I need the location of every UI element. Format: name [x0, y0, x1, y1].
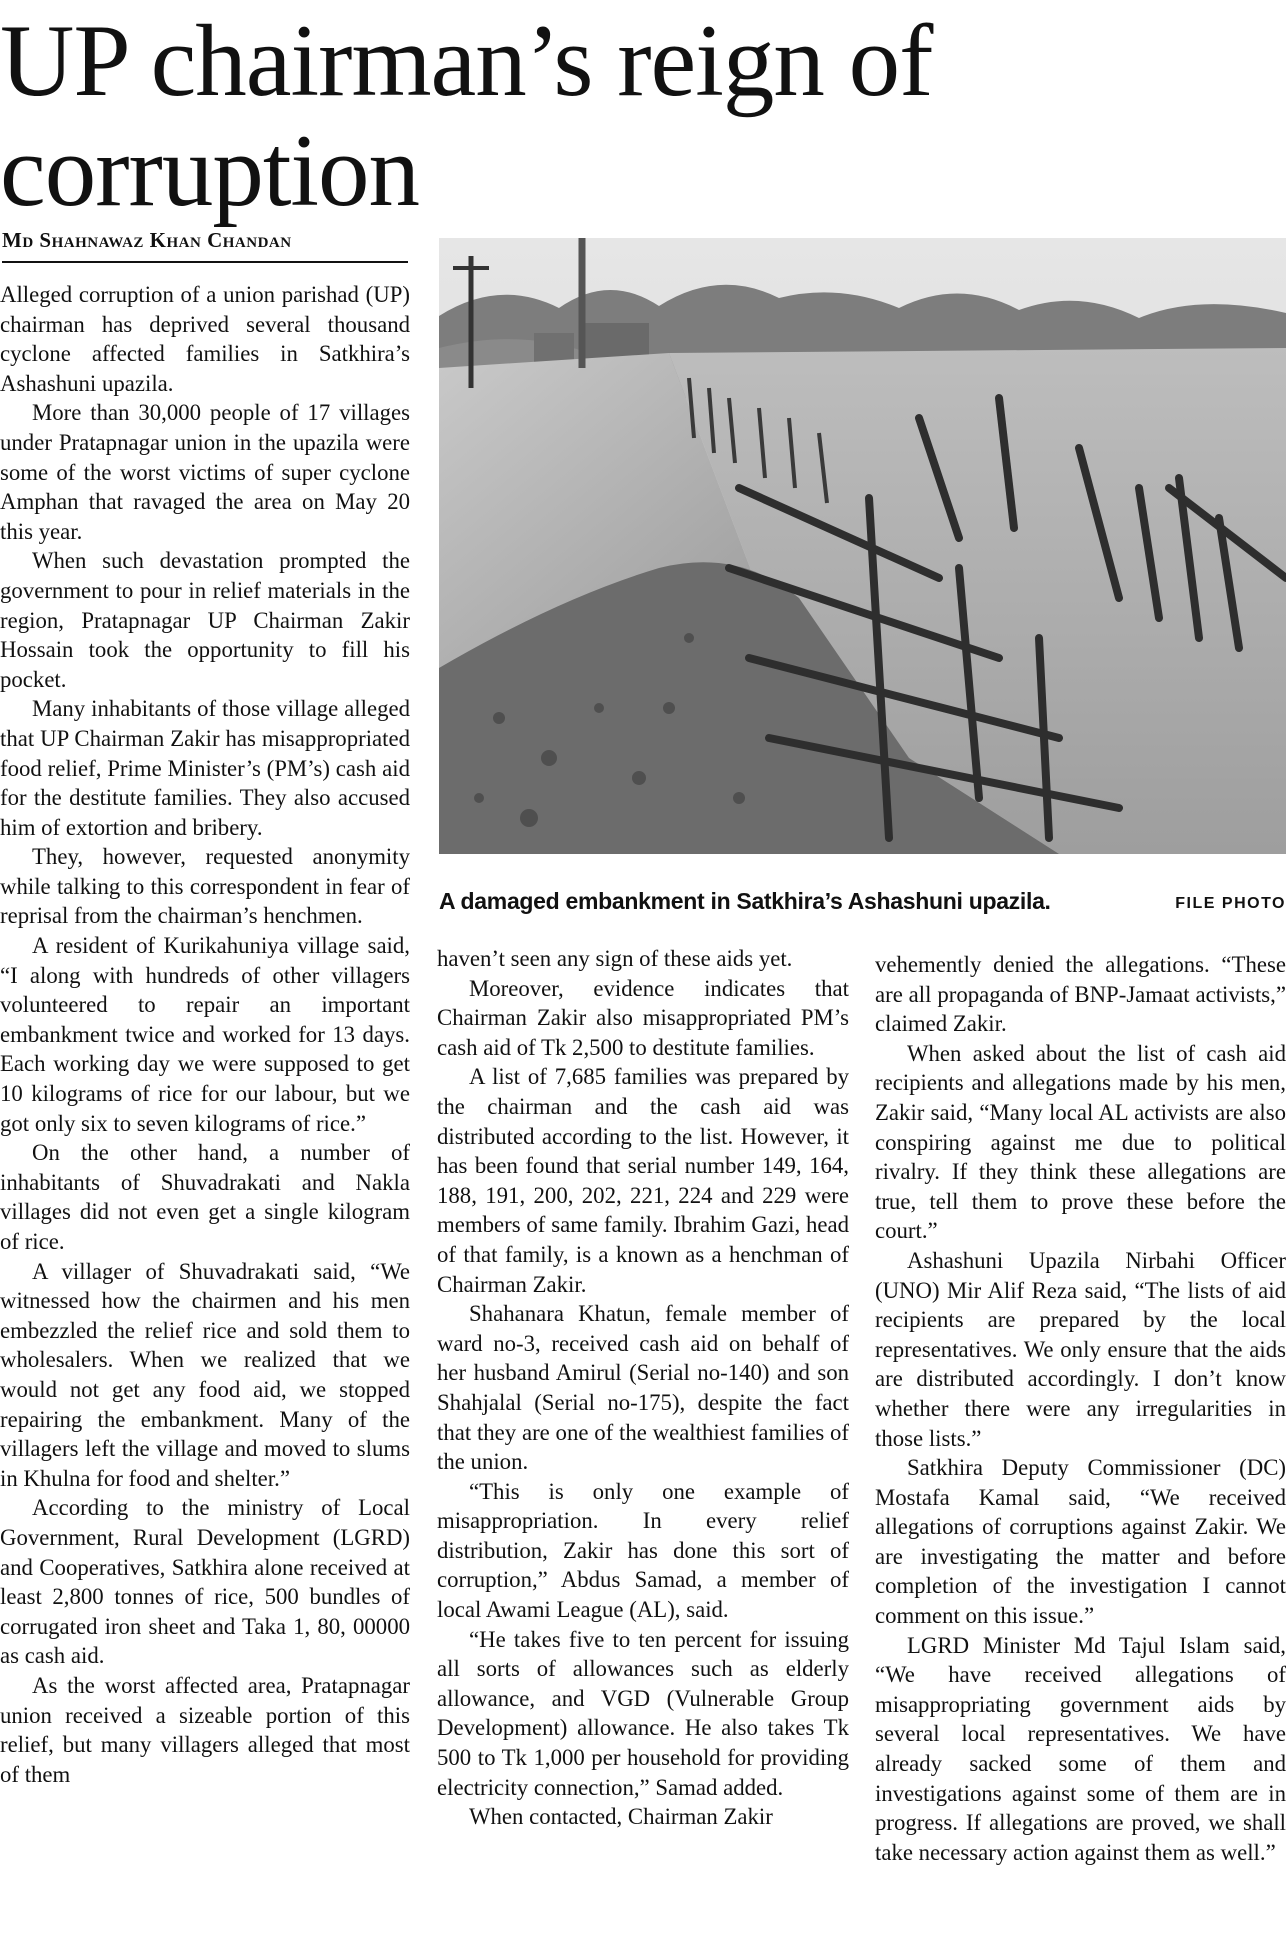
paragraph: vehemently denied the allegations. “These are all propaganda of BNP-Jamaat activists,” claimed Zakir.	[875, 952, 1286, 1037]
paragraph: They, however, requested anonymity while talking to this correspondent in fear of reprisal from the chairman’s henchmen.	[0, 844, 410, 929]
photo-credit: FILE PHOTO	[1175, 895, 1286, 912]
paragraph: Shahanara Khatun, female member of ward no-3, received cash aid on behalf of her husband Amirul (Serial no-140) and son Shahjalal (Serial no-175), despite the fact that they are one of the wealthiest families of the union.	[437, 1301, 849, 1475]
paragraph: A resident of Kurikahuniya village said, “I along with hundreds of other villagers volunteered to repair an important embankment twice and worked for 13 days. Each working day we were supposed to get 10 kilograms of rice for our labour, but we got only six to seven kilograms of rice.”	[0, 933, 410, 1136]
paragraph: “He takes five to ten percent for issuing all sorts of allowances such as elderly allowance, and VGD (Vulnerable Group Development) allowance. He also takes Tk 500 to Tk 1,000 per household for providing electricity connection,” Samad added.	[437, 1626, 849, 1800]
paragraph: When contacted, Chairman Zakir	[469, 1804, 773, 1830]
paragraph: On the other hand, a number of inhabitants of Shuvadrakati and Nakla villages did not even get a single kilogram of rice.	[0, 1140, 410, 1254]
headline-line-1: UP chairman’s reign of	[0, 4, 933, 118]
news-photo	[439, 238, 1286, 854]
photo-caption: A damaged embankment in Satkhira’s Ashashuni upazila.	[439, 888, 1051, 914]
paragraph: When such devastation prompted the government to pour in relief materials in the region, Pratapnagar UP Chairman Zakir Hossain took the opportunity to fill his pocket.	[0, 548, 410, 692]
paragraph: LGRD Minister Md Tajul Islam said, “We have received allegations of misappropriating government aids by several local representatives. We have already sacked some of them and investigations against some of them are in progress. If allegations are proved, we shall take necessary action against them as well.”	[875, 1632, 1286, 1865]
paragraph: Alleged corruption of a union parishad (UP) chairman has deprived several thousand cyclone affected families in Satkhira’s Ashashuni upazila.	[0, 282, 410, 396]
headline-line-2: corruption	[0, 114, 420, 228]
byline: Md Shahnawaz Khan Chandan	[2, 228, 408, 263]
paragraph: When asked about the list of cash aid recipients and allegations made by his men, Zakir said, “Many local AL activists are also conspiring against me due to political rivalry. If they think these allegations are true, tell them to prove these before the court.”	[875, 1040, 1286, 1244]
article-column-3	[875, 950, 1286, 1867]
paragraph: Moreover, evidence indicates that Chairman Zakir also misappropriated PM’s cash aid of Tk 2,500 to destitute families.	[437, 975, 849, 1060]
paragraph: Many inhabitants of those village alleged that UP Chairman Zakir has misappropriated food relief, Prime Minister’s (PM’s) cash aid for the destitute families. They also accused him of extortion and bribery.	[0, 696, 410, 840]
paragraph: Satkhira Deputy Commissioner (DC) Mostafa Kamal said, “We received allegations of corruptions against Zakir. We are investigating the matter and before completion of the investigation I cannot comment on this issue.”	[875, 1455, 1286, 1629]
paragraph: A list of 7,685 families was prepared by the chairman and the cash aid was distributed according to the list. However, it has been found that serial number 149, 164, 188, 191, 200, 202, 221, 224 and 229 were members of same family. Ibrahim Gazi, head of that family, is a known as a henchman of Chairman Zakir.	[437, 1064, 849, 1297]
paragraph: “This is only one example of misappropriation. In every relief distribution, Zakir has done this sort of corruption,” Abdus Samad, a member of local Awami League (AL), said.	[437, 1478, 849, 1623]
article-column-1	[0, 280, 410, 1789]
paragraph: haven’t seen any sign of these aids yet.	[437, 946, 793, 971]
paragraph: As the worst affected area, Pratapnagar union received a sizeable portion of this relief, but many villagers alleged that most of them	[0, 1672, 410, 1787]
paragraph: According to the ministry of Local Government, Rural Development (LGRD) and Cooperatives, Satkhira alone received at least 2,800 tonnes of rice, 500 bundles of corrugated iron sheet and Taka 1, 80, 00000 as cash aid.	[0, 1495, 410, 1669]
paragraph: Ashashuni Upazila Nirbahi Officer (UNO) Mir Alif Reza said, “The lists of aid recipients are prepared by the local representatives. We only ensure that the aids are distributed accordingly. I don’t know whether there were any irregularities in those lists.”	[875, 1247, 1286, 1451]
embankment-photo-illustration	[439, 238, 1286, 854]
paragraph: More than 30,000 people of 17 villages under Pratapnagar union in the upazila were some of the worst victims of super cyclone Amphan that ravaged the area on May 20 this year.	[0, 400, 410, 544]
article-column-2	[437, 944, 849, 1832]
paragraph: A villager of Shuvadrakati said, “We witnessed how the chairmen and his men embezzled the relief rice and sold them to wholesalers. When we realized that we would not get any food aid, we stopped repairing the embankment. Many of the villagers left the village and moved to slums in Khulna for food and shelter.”	[0, 1258, 410, 1491]
headline	[0, 6, 1080, 226]
